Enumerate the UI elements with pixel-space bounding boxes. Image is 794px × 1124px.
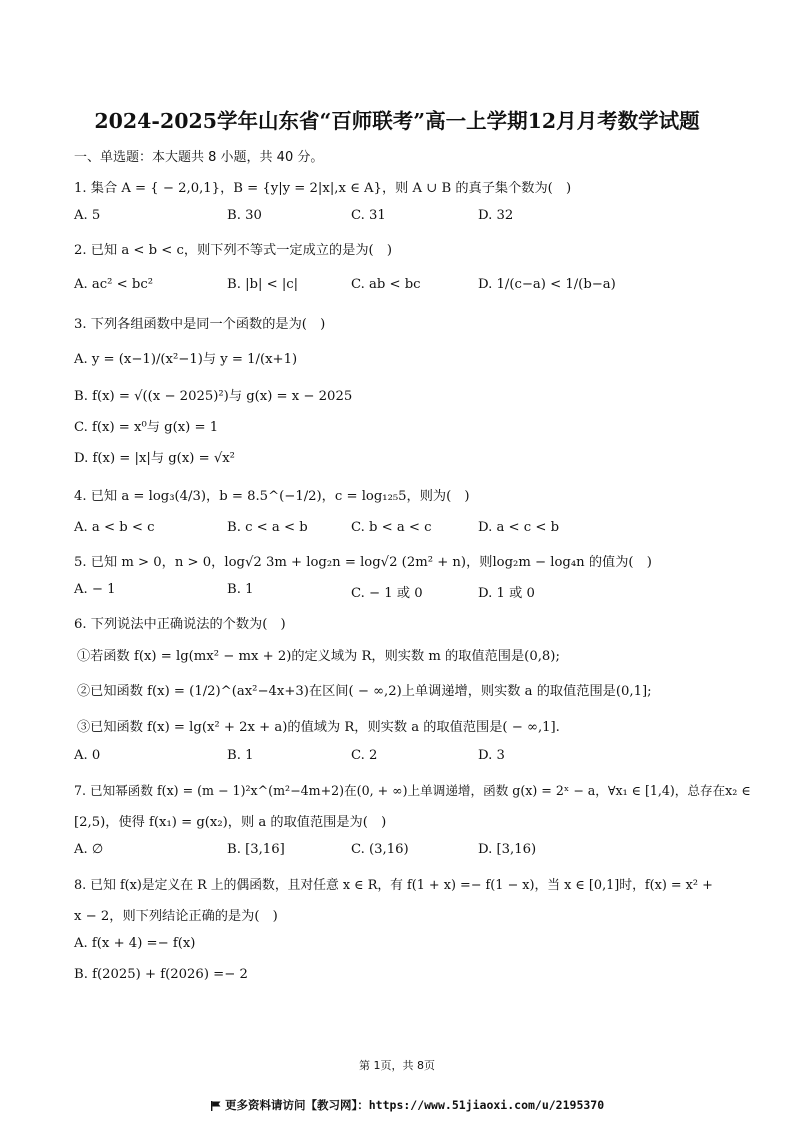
question-4-option-b: B. c < a < b [227, 520, 308, 535]
question-6-statement-3: ③已知函数 f(x) = lg(x² + 2x + a)的值域为 R，则实数 a 的取值范围是( − ∞,1]. [77, 720, 560, 735]
question-3-option-a: A. y = (x−1)/(x²−1)与 y = 1/(x+1) [74, 352, 298, 367]
question-1-option-b: B. 30 [227, 208, 262, 223]
question-6-option-a: A. 0 [74, 748, 101, 763]
question-6-statement-1: ①若函数 f(x) = lg(mx² − mx + 2)的定义域为 R，则实数 m 的取值范围是(0,8); [77, 649, 560, 664]
question-7-option-b: B. [3,16] [227, 842, 285, 857]
question-6-option-d: D. 3 [478, 748, 505, 763]
question-5-option-a: A. − 1 [74, 582, 116, 597]
question-5-option-d: D. 1 或 0 [478, 586, 535, 601]
question-5-option-b: B. 1 [227, 582, 254, 597]
page-footer: 第 1页，共 8页 [359, 1059, 435, 1072]
question-1-option-d: D. 32 [478, 208, 514, 223]
question-4-option-c: C. b < a < c [351, 520, 432, 535]
question-5-option-c: C. − 1 或 0 [351, 586, 423, 601]
question-6-stem: 6. 下列说法中正确说法的个数为( ) [74, 617, 286, 632]
promo-text: 更多资料请访问【教习网】：https://www.51jiaoxi.com/u/2195370 [225, 1098, 605, 1112]
question-1-option-c: C. 31 [351, 208, 386, 223]
question-2-option-c: C. ab < bc [351, 277, 421, 292]
question-3-option-c: C. f(x) = x⁰与 g(x) = 1 [74, 420, 219, 435]
question-6-statement-2: ②已知函数 f(x) = (1/2)^(ax²−4x+3)在区间( − ∞,2)上单调递增，则实数 a 的取值范围是(0,1]; [77, 684, 652, 699]
question-5-stem: 5. 已知 m > 0，n > 0，log√2 3m + log₂n = log√2 (2m² + n)，则log₂m − log₄n 的值为( ) [74, 555, 652, 570]
promo-link[interactable] [211, 1097, 604, 1113]
question-2-option-b: B. |b| < |c| [227, 277, 299, 292]
question-2-stem: 2. 已知 a < b < c，则下列不等式一定成立的是为( ) [74, 243, 392, 258]
question-8-stem-line-1: 8. 已知 f(x)是定义在 R 上的偶函数，且对任意 x ∈ R，有 f(1 + x) =− f(1 − x)，当 x ∈ [0,1]时，f(x) = x² + [74, 878, 713, 893]
question-2-option-a: A. ac² < bc² [74, 277, 153, 292]
question-7-stem-line-1: 7. 已知幂函数 f(x) = (m − 1)²x^(m²−4m+2)在(0, + ∞)上单调递增，函数 g(x) = 2ˣ − a，∀x₁ ∈ [1,4)，总存在x₂ ∈ [74, 783, 751, 798]
question-7-option-a: A. ∅ [74, 842, 104, 857]
question-7-option-c: C. (3,16) [351, 842, 409, 857]
question-3-option-b: B. f(x) = √((x − 2025)²)与 g(x) = x − 2025 [74, 389, 353, 404]
question-7-stem-line-2: [2,5)，使得 f(x₁) = g(x₂)，则 a 的取值范围是为( ) [74, 815, 387, 830]
question-8-option-b: B. f(2025) + f(2026) =− 2 [74, 967, 248, 982]
flag-icon [211, 1101, 221, 1111]
question-6-option-b: B. 1 [227, 748, 254, 763]
question-1-stem: 1. 集合 A = { − 2,0,1}，B = {y|y = 2|x|,x ∈ A}，则 A ∪ B 的真子集个数为( ) [74, 181, 572, 196]
question-6-option-c: C. 2 [351, 748, 378, 763]
question-3-option-d: D. f(x) = |x|与 g(x) = √x² [74, 451, 235, 466]
question-7-option-d: D. [3,16) [478, 842, 537, 857]
page-title: 2024-2025学年山东省“百师联考”高一上学期12月月考数学试题 [94, 109, 700, 133]
question-8-option-a: A. f(x + 4) =− f(x) [74, 936, 196, 951]
question-3-stem: 3. 下列各组函数中是同一个函数的是为( ) [74, 317, 326, 332]
section-heading: 一、单选题：本大题共 8 小题，共 40 分。 [74, 150, 324, 165]
question-4-option-d: D. a < c < b [478, 520, 560, 535]
question-1-option-a: A. 5 [74, 208, 101, 223]
question-4-stem: 4. 已知 a = log₃(4/3)，b = 8.5^(−1/2)，c = log₁₂₅5，则为( ) [74, 489, 470, 504]
question-2-option-d: D. 1/(c−a) < 1/(b−a) [478, 277, 616, 292]
question-8-stem-line-2: x − 2，则下列结论正确的是为( ) [74, 909, 278, 924]
question-4-option-a: A. a < b < c [74, 520, 155, 535]
